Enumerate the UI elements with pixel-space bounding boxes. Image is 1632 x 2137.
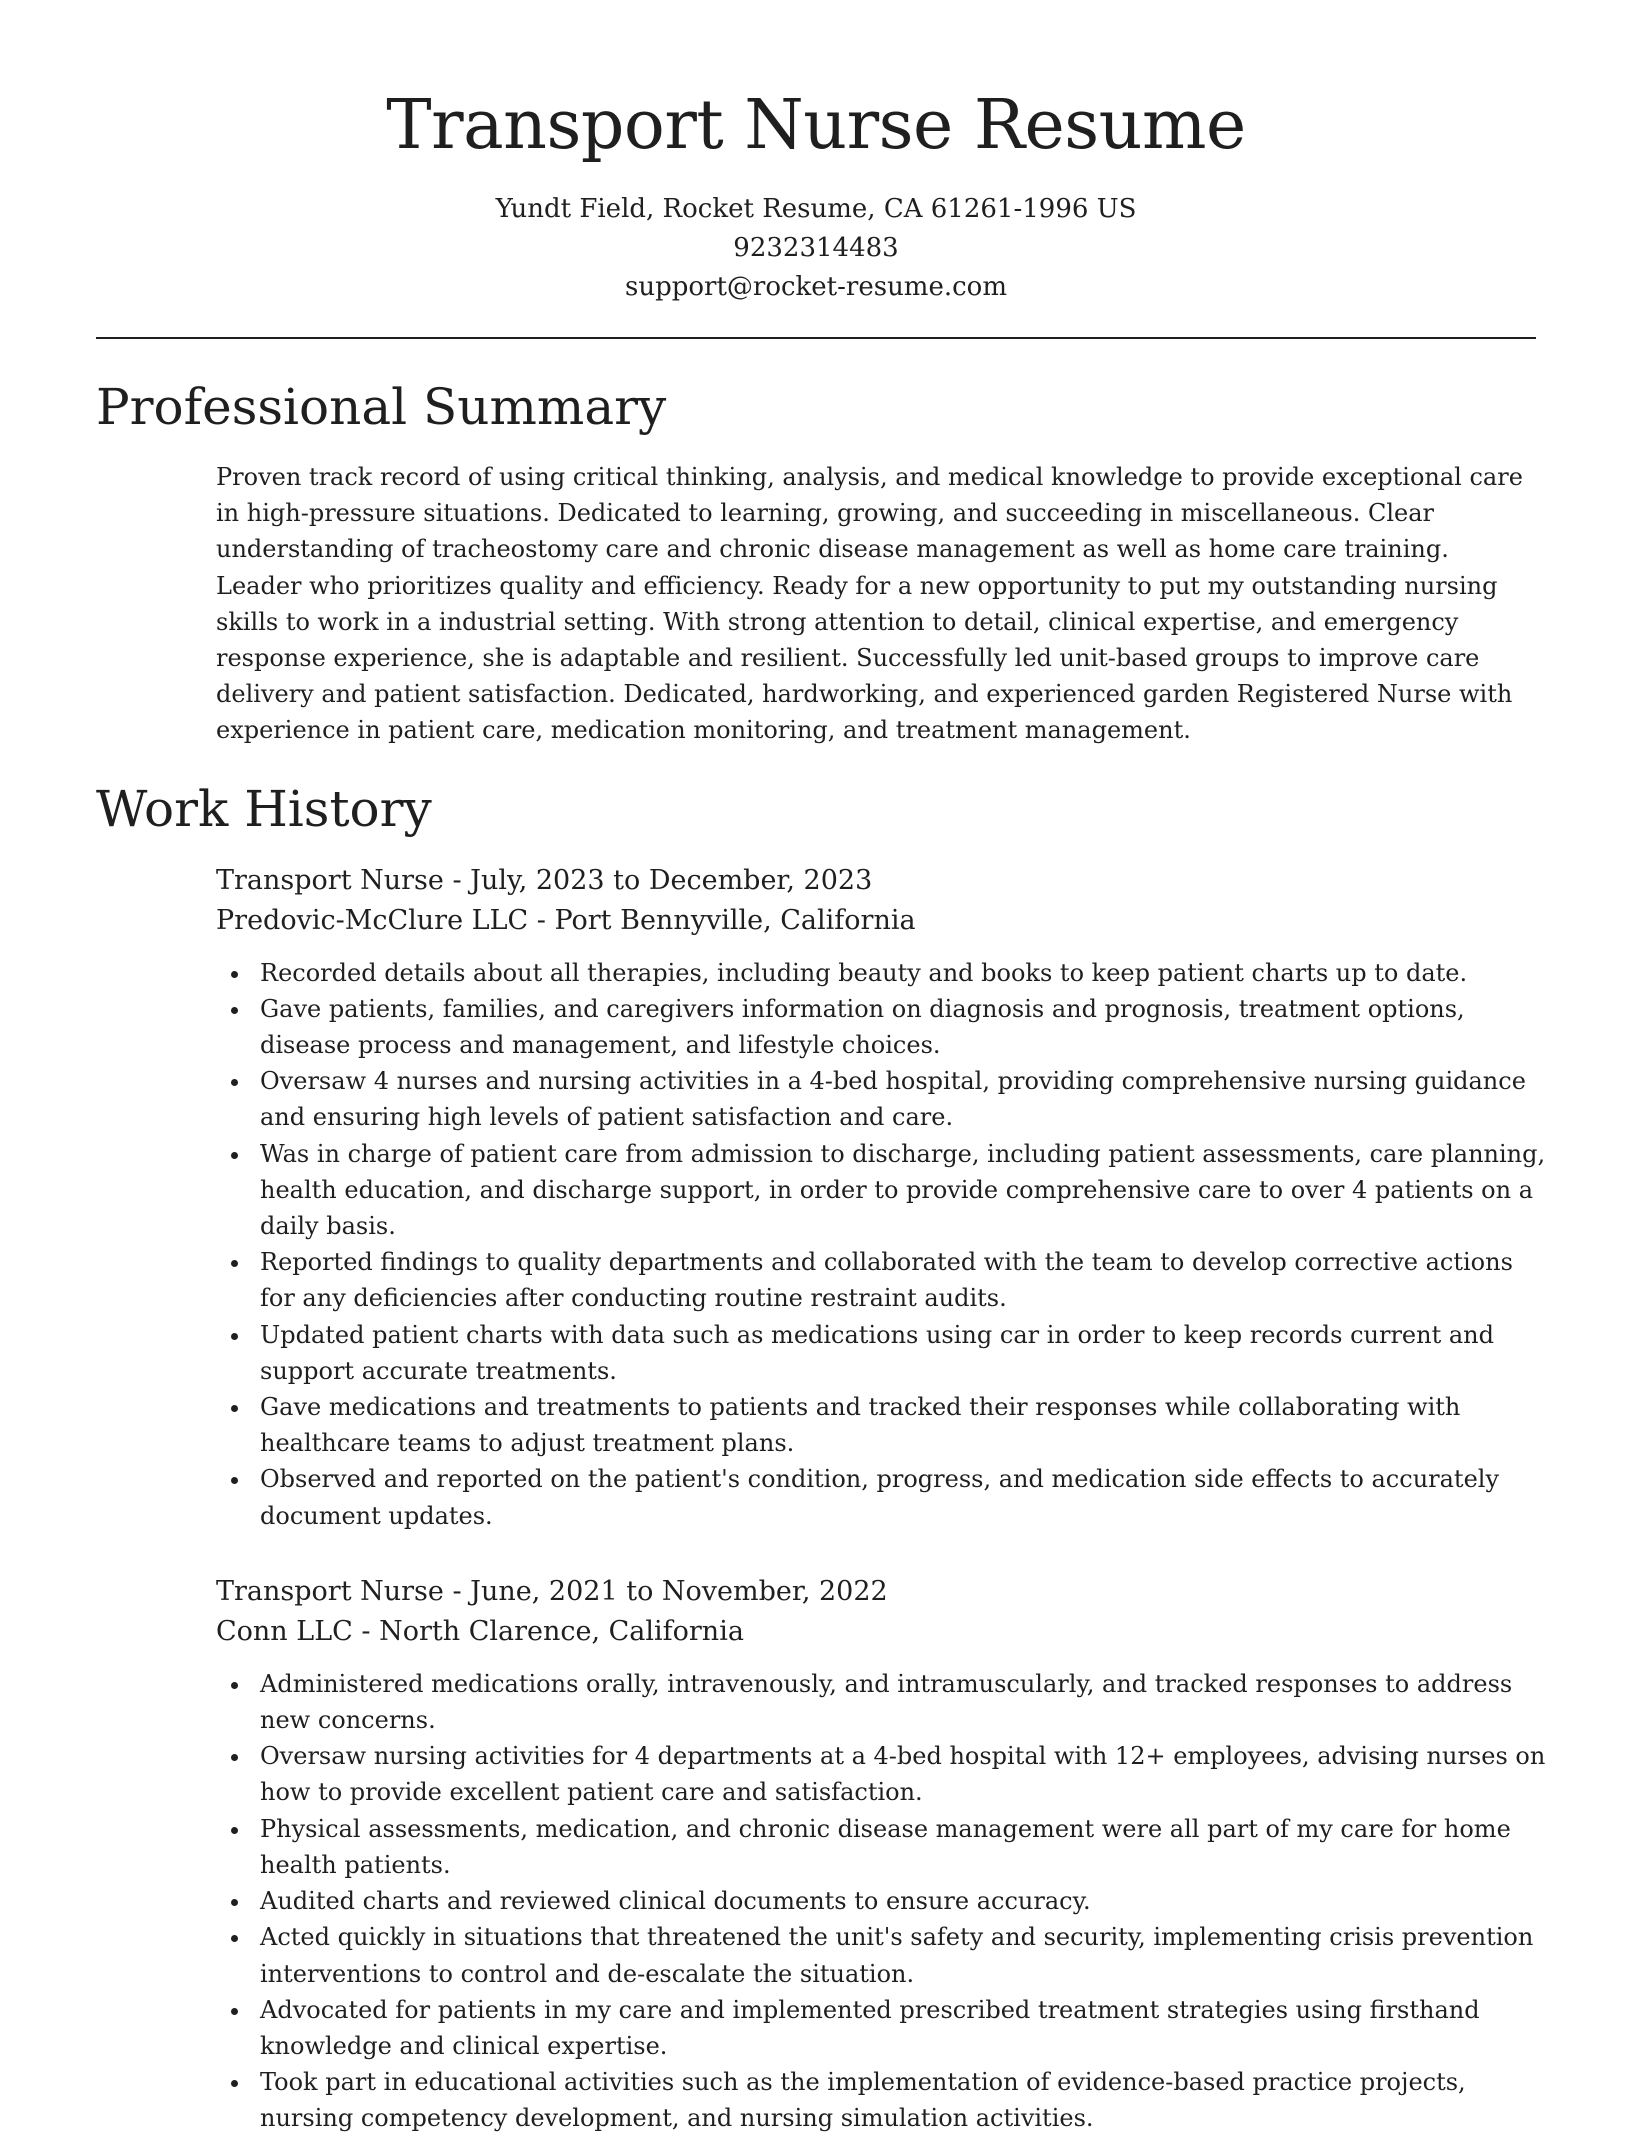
duty-item: Advocated for patients in my care and implemented prescribed treatment strategies using firsthand knowledge and clinical expertise. [216, 1992, 1546, 2064]
job-duties-list [216, 955, 1546, 1534]
resume-header [96, 0, 1536, 307]
job-company: Predovic-McClure LLC - Port Bennyville, California [216, 904, 916, 936]
summary-heading: Professional Summary [96, 378, 667, 436]
duty-item: Updated patient charts with data such as medications using car in order to keep records current and support accurate treatments. [216, 1317, 1546, 1389]
duty-item: Audited charts and reviewed clinical documents to ensure accuracy. [216, 1883, 1546, 1919]
duty-item: Recorded details about all therapies, including beauty and books to keep patient charts up to date. [216, 955, 1546, 991]
job-title: Transport Nurse - June, 2021 to November, 2022 [216, 1575, 888, 1607]
duty-item: Gave patients, families, and caregivers information on diagnosis and prognosis, treatment options, disease process and management, and lifestyle choices. [216, 991, 1546, 1063]
duty-item: Observed and reported on the patient's condition, progress, and medication side effects to accurately document updates. [216, 1461, 1546, 1533]
duty-item: Gave medications and treatments to patients and tracked their responses while collaborating with healthcare teams to adjust treatment plans. [216, 1389, 1546, 1461]
contact-email: support@rocket-resume.com [624, 272, 1007, 302]
duty-item: Took part in educational activities such as the implementation of evidence-based practice projects, nursing competency development, and nursing simulation activities. [216, 2064, 1546, 2136]
resume-page [96, 0, 1546, 2137]
contact-address: Yundt Field, Rocket Resume, CA 61261-1996 US [495, 194, 1137, 224]
job-title: Transport Nurse - July, 2023 to December, 2023 [216, 864, 873, 896]
duty-item: Was in charge of patient care from admission to discharge, including patient assessments, care planning, health education, and discharge support, in order to provide comprehensive care to over 4 patients on a daily basis. [216, 1136, 1546, 1245]
job-duties-list [216, 1666, 1546, 2137]
duty-item: Acted quickly in situations that threatened the unit's safety and security, implementing crisis prevention interventions to control and de-escalate the situation. [216, 1919, 1546, 1991]
duty-item: Oversaw nursing activities for 4 departments at a 4-bed hospital with 12+ employees, advising nurses on how to provide excellent patient care and satisfaction. [216, 1738, 1546, 1810]
job-entry [216, 1572, 1546, 2137]
duty-item: Physical assessments, medication, and chronic disease management were all part of my care for home health patients. [216, 1811, 1546, 1883]
summary-text: Proven track record of using critical thinking, analysis, and medical knowledge to provide exceptional care in high-pressure situations. Dedicated to learning, growing, and succeeding in miscellaneous. Clear understanding of tracheostomy care and chronic disease management as well as home care training. Leader who prioritizes quality and efficiency. Ready for a new opportunity to put my outstanding nursing skills to work in a industrial setting. With strong attention to detail, clinical expertise, and emergency response experience, she is adaptable and resilient. Successfully led unit-based groups to improve care delivery and patient satisfaction. Dedicated, hardworking, and experienced garden Registered Nurse with experience in patient care, medication monitoring, and treatment management. [216, 463, 1523, 745]
contact-block [96, 190, 1536, 307]
job-entry [216, 861, 1546, 1534]
duty-item: Reported findings to quality departments and collaborated with the team to develop corrective actions for any deficiencies after conducting routine restraint audits. [216, 1244, 1546, 1316]
resume-title: Transport Nurse Resume [386, 86, 1246, 165]
contact-phone: 9232314483 [733, 233, 899, 263]
duty-item: Oversaw 4 nurses and nursing activities in a 4-bed hospital, providing comprehensive nursing guidance and ensuring high levels of patient satisfaction and care. [216, 1063, 1546, 1135]
work-history-heading: Work History [96, 779, 432, 838]
duty-item: Administered medications orally, intravenously, and intramuscularly, and tracked responses to address new concerns. [216, 1666, 1546, 1738]
job-company: Conn LLC - North Clarence, California [216, 1615, 744, 1647]
header-divider [96, 337, 1536, 339]
